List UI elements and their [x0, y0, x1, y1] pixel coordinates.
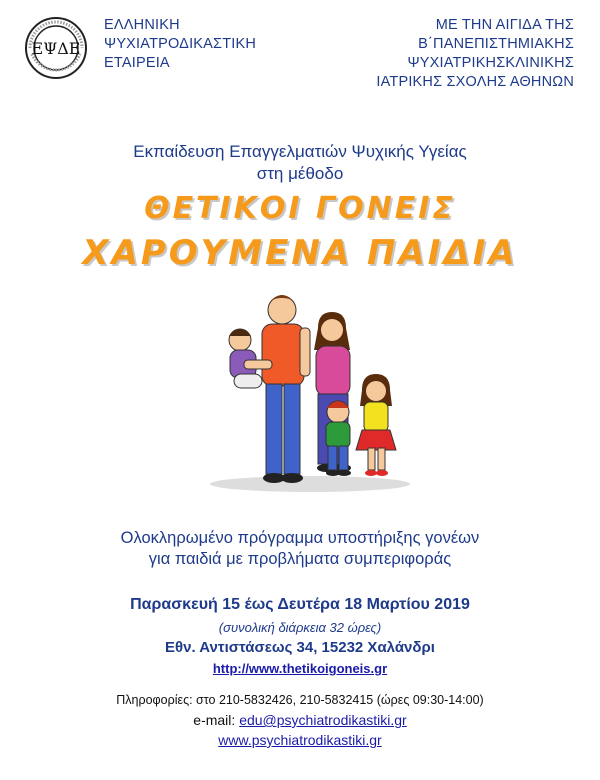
intro-line-1: Εκπαίδευση Επαγγελματιών Ψυχικής Υγείας — [133, 142, 467, 161]
title-line-1: ΘΕΤΙΚΟΙ ΓΟΝΕΙΣ — [144, 191, 456, 226]
program-description-line-2: για παιδιά με προβλήματα συμπεριφοράς — [148, 550, 452, 568]
patronage-line: ΜΕ ΤΗΝ ΑΙΓΙΔΑ ΤΗΣ — [435, 17, 574, 33]
father-figure — [262, 295, 310, 483]
intro-line-2: στη μέθοδο — [256, 164, 344, 183]
patronage-line: ΙΑΤΡΙΚΗΣ ΣΧΟΛΗΣ ΑΘΗΝΩΝ — [376, 74, 574, 90]
society-name — [104, 16, 256, 73]
event-duration: (συνολική διάρκεια 32 ώρες) — [218, 620, 382, 635]
patronage-line: ΨΥΧΙΑΤΡΙΚΗΣΚΛΙΝΙΚΗΣ — [407, 55, 574, 71]
society-website-link[interactable]: www.psychiatrodikastiki.gr — [218, 732, 382, 748]
society-website-row — [0, 732, 600, 750]
contact-info: Πληροφορίες: στο 210-5832426, 210-5832415 (ώρες 09:30-14:00) — [116, 693, 484, 707]
society-name-line: ΕΤΑΙΡΕΙΑ — [104, 55, 170, 71]
girl-figure — [356, 374, 396, 476]
program-description-line-1: Ολοκληρωμένο πρόγραμμα υποστήριξης γονέων — [120, 529, 480, 547]
email-row — [0, 712, 600, 728]
program-website-row — [0, 660, 600, 678]
society-logo — [24, 16, 88, 80]
email-link[interactable]: edu@psychiatrodikastiki.gr — [239, 712, 407, 728]
program-website-link[interactable]: http://www.thetikoigoneis.gr — [212, 661, 388, 676]
event-dates: Παρασκευή 15 έως Δευτέρα 18 Μαρτίου 2019 — [130, 596, 470, 613]
event-address: Εθν. Αντιστάσεως 34, 15232 Χαλάνδρι — [165, 639, 435, 656]
boy-figure — [326, 401, 351, 476]
patronage-text — [376, 16, 574, 92]
family-illustration — [200, 288, 420, 494]
patronage-line: Β΄ΠΑΝΕΠΙΣΤΗΜΙΑΚΗΣ — [418, 36, 574, 52]
title-line-2: ΧΑΡΟΥΜΕΝΑ ΠΑΙΔΙΑ — [82, 233, 518, 273]
email-label: e-mail: — [193, 712, 236, 728]
society-name-line: ΕΛΛΗΝΙΚΗ — [104, 17, 180, 33]
logo-text: ΕΨΔΕ — [31, 39, 81, 58]
society-name-line: ΨΥΧΙΑΤΡΟΔΙΚΑΣΤΙΚΗ — [104, 36, 257, 52]
